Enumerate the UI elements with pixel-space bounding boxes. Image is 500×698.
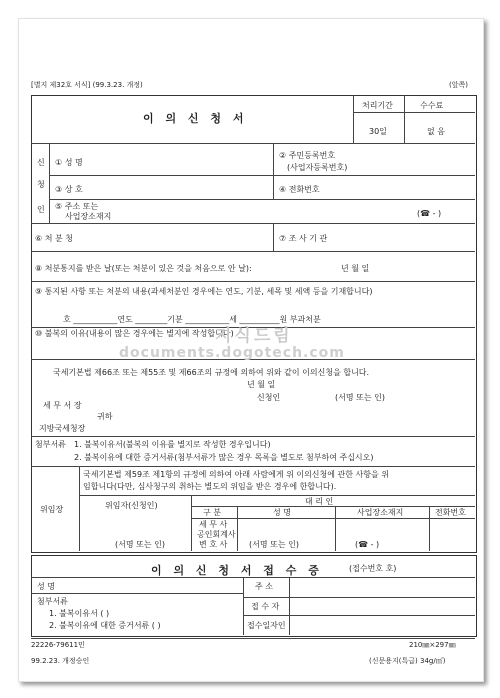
proxy-label: 위임장 bbox=[40, 505, 64, 514]
receipt-attachment-1: 1. 불복이유서 ( ) bbox=[49, 609, 110, 618]
delegator-sign: (서명 또는 인) bbox=[115, 540, 165, 549]
watermark-url: documents.dogotech.com bbox=[119, 345, 345, 361]
applicant-sign-label: 신청인 bbox=[257, 393, 281, 402]
col-type: 구 분 bbox=[203, 508, 221, 517]
form-title: 이 의 신 청 서 bbox=[143, 112, 248, 125]
footer-code: 22226-79611민 bbox=[31, 641, 85, 649]
receipt-stamp-label: 접수일자인 bbox=[247, 621, 286, 630]
proxy-text-2: 임합니다(다만, 심사청구의 취하는 별도의 위임을 받은 경우에 한합니다). bbox=[83, 482, 337, 491]
form-page bbox=[18, 18, 484, 682]
page-side: (앞쪽) bbox=[449, 81, 468, 89]
agent-type-3: 변 호 사 bbox=[199, 540, 228, 549]
footer-paper: (신문용지(특급) 34g/㎡) bbox=[369, 657, 446, 665]
office-label: ⑥ 처 분 청 bbox=[35, 234, 73, 243]
agent-type-2: 공인회계사 bbox=[197, 530, 236, 539]
investigator-label: ⑦ 조 사 기 관 bbox=[279, 234, 328, 243]
addressee-office: 세 무 서 장 bbox=[43, 401, 82, 410]
period-value: 30일 bbox=[369, 127, 387, 136]
biz-reg-label: (사업자등록번호) bbox=[287, 163, 348, 172]
address-label-2: 사업장소재지 bbox=[65, 212, 112, 221]
disposition-label: ⑨ 통지된 사항 또는 처분의 내용(과세처분인 경우에는 연도, 기분, 세목 및 세액 등을 기재합니다) bbox=[35, 287, 373, 296]
receipt-name-label: 성 명 bbox=[37, 582, 55, 591]
attachment-1: 1. 불복이유서(불복의 이유를 별지로 작성한 경우입니다) bbox=[74, 440, 271, 449]
sign-date: 년 월 일 bbox=[247, 380, 276, 389]
law-statement: 국세기본법 제66조 또는 제55조 및 제66조의 규정에 의하여 위와 같이 이의신청을 합니다. bbox=[53, 368, 370, 377]
notice-date: 년 월 일 bbox=[341, 264, 370, 273]
fee-label: 수수료 bbox=[420, 101, 444, 110]
applicant-char-1: 신 bbox=[37, 158, 45, 167]
objection-reason-label: ⑩ 불복의 이유(내용이 많은 경우에는 별지에 작성합니다) bbox=[35, 329, 234, 338]
agent-label: 대 리 인 bbox=[305, 497, 334, 506]
name-label: ① 성 명 bbox=[55, 158, 83, 167]
reg-label: ② 주민등록번호 bbox=[279, 151, 336, 160]
receipt-title: 이 의 신 청 서 접 수 증 bbox=[151, 564, 323, 577]
col-address: 사업장소재지 bbox=[357, 508, 404, 517]
proxy-text-1: 국세기본법 제59조 제1항의 규정에 의하여 아래 사람에게 위 이의신청에 관한 사항을 위 bbox=[83, 470, 389, 479]
notice-date-label: ⑧ 처분통지를 받은 날(또는 처분이 있은 것을 처음으로 안 날): bbox=[35, 264, 252, 273]
watermark-title: 지식드림 bbox=[215, 326, 293, 346]
footer-size: 210㎜×297㎜ bbox=[409, 641, 456, 649]
attachment-2: 2. 불복이유에 대한 증거서류(첨부서류가 많은 경우 목록을 별도로 첨부하여 주십시오) bbox=[74, 453, 374, 462]
applicant-char-2: 청 bbox=[37, 180, 45, 189]
addressee-regional: 지방국세청장 bbox=[39, 424, 86, 433]
agent-phone: (☎ - ) bbox=[355, 540, 380, 549]
agent-sign: (서명 또는 인) bbox=[249, 540, 299, 549]
footer-approval: 99.2.23. 개정승인 bbox=[31, 657, 90, 665]
agent-type-1: 세 무 사 bbox=[199, 520, 228, 529]
attachments-label: 첨부서류 bbox=[35, 440, 66, 449]
applicant-char-3: 인 bbox=[37, 205, 45, 214]
trade-name-label: ③ 상 호 bbox=[55, 185, 83, 194]
addressee-honorific: 귀하 bbox=[97, 412, 113, 421]
receipt-number: (접수번호 호) bbox=[349, 564, 397, 573]
col-phone: 전화번호 bbox=[435, 508, 466, 517]
receipt-attachment-2: 2. 불복이유에 대한 증거서류 ( ) bbox=[49, 621, 161, 630]
form-number: [별지 제32호 서식] (99.3.23. 개정) bbox=[31, 81, 143, 89]
applicant-sign-hint: (서명 또는 인) bbox=[335, 393, 385, 402]
fee-value: 없 음 bbox=[427, 127, 445, 136]
period-label: 처리기간 bbox=[362, 101, 393, 110]
phone-label: ④ 전화번호 bbox=[279, 185, 320, 194]
address-phone: (☎ - ) bbox=[417, 209, 442, 218]
receipt-attachments-label: 첨부서류 bbox=[37, 597, 68, 606]
address-label: ⑤ 주소 또는 bbox=[55, 202, 99, 211]
disposition-detail: 호 ___________연도 ________기분 ___________세 __________원 부과처분 bbox=[63, 315, 321, 324]
receipt-address-label: 주 소 bbox=[255, 582, 273, 591]
receiver-label: 접 수 자 bbox=[251, 602, 280, 611]
delegator-label: 위임자(신청인) bbox=[105, 501, 158, 510]
col-name: 성 명 bbox=[273, 508, 291, 517]
